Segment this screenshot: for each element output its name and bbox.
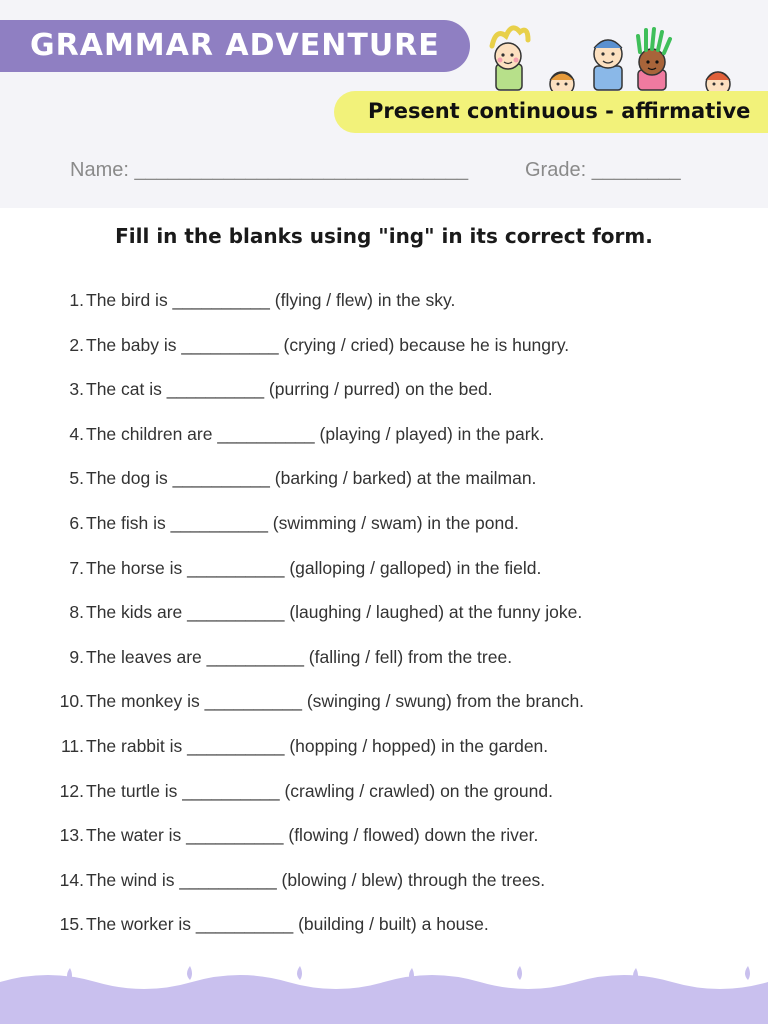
question-number: 9. bbox=[69, 646, 84, 667]
question-text[interactable]: The baby is __________ (crying / cried) because he is hungry. bbox=[86, 334, 570, 355]
question-number: 11. bbox=[60, 735, 84, 756]
question-number: 6. bbox=[69, 512, 84, 533]
question-text[interactable]: The monkey is __________ (swinging / swung) from the branch. bbox=[86, 691, 585, 712]
question-item bbox=[0, 600, 768, 645]
instructions: Fill in the blanks using "ing" in its correct form. bbox=[115, 224, 653, 248]
question-number: 4. bbox=[69, 423, 84, 444]
worksheet-subtitle: Present continuous - affirmative bbox=[368, 99, 751, 123]
question-text[interactable]: The rabbit is __________ (hopping / hopped) in the garden. bbox=[86, 735, 549, 756]
question-text[interactable]: The fish is __________ (swimming / swam) in the pond. bbox=[86, 512, 519, 533]
question-item bbox=[0, 689, 768, 734]
question-number: 3. bbox=[69, 379, 84, 400]
question-number: 7. bbox=[69, 557, 84, 578]
question-text[interactable]: The kids are __________ (laughing / laughed) at the funny joke. bbox=[86, 602, 583, 623]
question-number: 2. bbox=[69, 334, 84, 355]
question-number: 10. bbox=[59, 691, 84, 712]
question-text[interactable]: The dog is __________ (barking / barked) at the mailman. bbox=[86, 468, 537, 489]
question-list bbox=[0, 288, 768, 957]
question-text[interactable]: The wind is __________ (blowing / blew) through the trees. bbox=[86, 869, 546, 890]
question-item bbox=[0, 422, 768, 467]
question-item bbox=[0, 288, 768, 333]
question-number: 8. bbox=[69, 602, 84, 623]
question-number: 1. bbox=[69, 290, 84, 310]
grade-field[interactable]: Grade: ________ bbox=[525, 159, 681, 181]
question-item bbox=[0, 466, 768, 511]
question-number: 15. bbox=[59, 914, 84, 935]
question-text[interactable]: The children are __________ (playing / played) in the park. bbox=[86, 423, 545, 444]
question-text[interactable]: The turtle is __________ (crawling / crawled) on the ground. bbox=[86, 780, 553, 801]
question-text[interactable]: The leaves are __________ (falling / fell) from the tree. bbox=[86, 646, 513, 667]
question-item bbox=[0, 377, 768, 422]
name-field[interactable]: Name: ______________________________ bbox=[70, 159, 469, 181]
question-number: 14. bbox=[59, 869, 84, 890]
cartoon-kids-icon bbox=[470, 18, 760, 92]
question-text[interactable]: The horse is __________ (galloping / galloped) in the field. bbox=[86, 557, 542, 578]
question-item bbox=[0, 511, 768, 556]
question-item bbox=[0, 645, 768, 690]
question-text[interactable]: The worker is __________ (building / built) a house. bbox=[86, 914, 489, 935]
question-item bbox=[0, 912, 768, 957]
question-text[interactable]: The bird is __________ (flying / flew) in the sky. bbox=[86, 290, 456, 310]
question-item bbox=[0, 779, 768, 824]
question-item bbox=[0, 823, 768, 868]
question-item bbox=[0, 333, 768, 378]
question-item bbox=[0, 734, 768, 779]
question-number: 12. bbox=[59, 780, 84, 801]
question-item bbox=[0, 556, 768, 601]
question-number: 13. bbox=[59, 825, 84, 846]
question-text[interactable]: The water is __________ (flowing / flowed) down the river. bbox=[86, 825, 539, 846]
question-number: 5. bbox=[69, 468, 84, 489]
question-item bbox=[0, 868, 768, 913]
worksheet-title: GRAMMAR ADVENTURE bbox=[30, 28, 440, 63]
question-text[interactable]: The cat is __________ (purring / purred) on the bed. bbox=[86, 379, 493, 400]
wave-footer-icon bbox=[0, 960, 768, 1024]
